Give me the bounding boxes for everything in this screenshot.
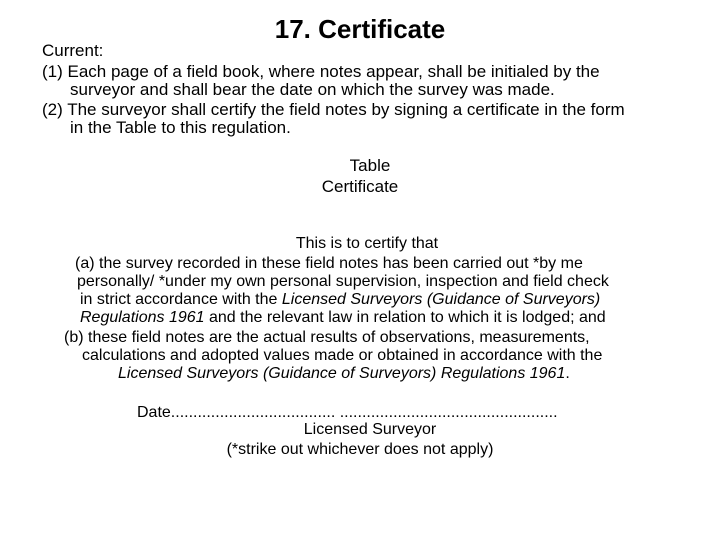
item-b-line-2: calculations and adopted values made or obtained in accordance with the bbox=[82, 347, 603, 364]
item-a-line-3-prefix: in strict accordance with the bbox=[80, 291, 282, 308]
para-2-line-1: (2) The surveyor shall certify the field notes by signing a certificate in the form bbox=[42, 100, 625, 119]
table-label: Table bbox=[349, 156, 391, 175]
regulation-title-italic: Licensed Surveyors (Guidance of Surveyors) bbox=[281, 291, 601, 308]
page-title: 17. Certificate bbox=[274, 14, 446, 44]
regulation-year-italic: Regulations 1961 bbox=[80, 309, 205, 326]
certificate-label: Certificate bbox=[321, 177, 399, 196]
item-a-line-3 bbox=[80, 291, 600, 309]
item-a-line-4-suffix: and the relevant law in relation to which it is lodged; and bbox=[204, 309, 606, 326]
regulation-full-title-italic: Licensed Surveyors (Guidance of Surveyors) Regulations 1961 bbox=[118, 365, 566, 382]
item-b-line-3-suffix: . bbox=[565, 365, 570, 382]
item-b-line-3 bbox=[118, 365, 570, 383]
para-2-line-2: in the Table to this regulation. bbox=[70, 118, 291, 137]
date-signature-line: Date..................................... ................................................. bbox=[137, 404, 558, 421]
item-b-line-1: (b) these field notes are the actual results of observations, measurements, bbox=[64, 329, 590, 346]
item-a-line-1: (a) the survey recorded in these field notes has been carried out *by me bbox=[75, 255, 583, 272]
current-label: Current: bbox=[42, 41, 104, 60]
certify-intro: This is to certify that bbox=[295, 235, 439, 252]
item-a-line-4 bbox=[80, 309, 606, 327]
licensed-surveyor-label: Licensed Surveyor bbox=[303, 421, 437, 438]
para-1-line-1: (1) Each page of a field book, where notes appear, shall be initialed by the bbox=[42, 62, 600, 81]
para-1-line-2: surveyor and shall bear the date on which the survey was made. bbox=[70, 80, 555, 99]
item-a-line-2: personally/ *under my own personal supervision, inspection and field check bbox=[77, 273, 609, 290]
strike-out-note: (*strike out whichever does not apply) bbox=[226, 441, 494, 458]
